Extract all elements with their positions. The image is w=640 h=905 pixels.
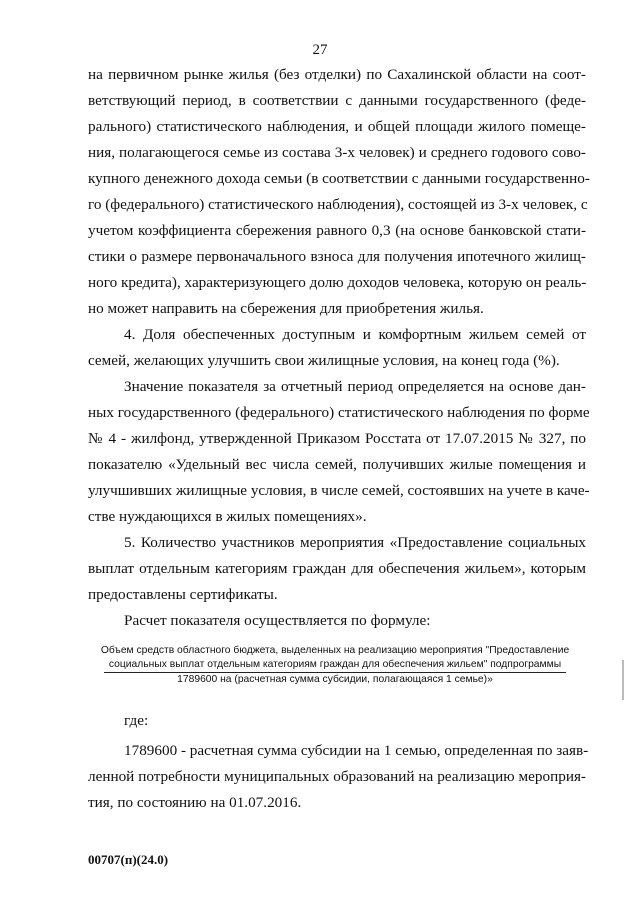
text-line: го (федерального) статистического наблюдения), состоящей из 3-х человек, с (88, 196, 588, 213)
text-line: ного кредита), характеризующего долю доходов человека, которую он реаль- (88, 274, 587, 291)
text-line: ния, полагающегося семье из состава 3-х человек) и среднего годового сово- (88, 144, 586, 161)
text-line: выплат отдельным категориям граждан для обеспечения жильем», которым (88, 560, 586, 577)
formula (90, 644, 580, 687)
text-line: ветствующий период, в соответствии с данными государственного (феде- (88, 92, 586, 109)
formula-numerator-line: социальных выплат отдельным категориям граждан для обеспечения жильем" подпрограммы (108, 659, 562, 670)
text-line: предоставлены сертификаты. (88, 586, 278, 603)
text-line: 5. Количество участников мероприятия «Предоставление социальных (124, 534, 586, 551)
text-line: показателю «Удельный вес числа семей, получивших жилые помещения и (88, 456, 586, 473)
text-line: 1789600 - расчетная сумма субсидии на 1 семью, определенная по заяв- (124, 742, 589, 759)
text-line: учетом коэффициента сбережения равного 0,3 (на основе банковской стати- (88, 222, 586, 239)
text-line: Значение показателя за отчетный период определяется на основе дан- (124, 378, 586, 395)
page-number: 27 (312, 42, 328, 58)
document-code: 00707(п)(24.0) (88, 852, 169, 867)
text-line: на первичном рынке жилья (без отделки) по Сахалинской области на соот- (88, 66, 586, 83)
text-line: ленной потребности муниципальных образований на реализацию мероприя- (88, 768, 586, 785)
formula-numerator-line: Объем средств областного бюджета, выделенных на реализацию мероприятия "Предоставление (100, 645, 570, 656)
formula-denominator: 1789600 на (расчетная сумма субсидии, полагающаяся 1 семье)» (177, 674, 493, 685)
text-line: улучшивших жилищные условия, в числе семей, состоявших на учете в каче- (88, 482, 590, 499)
text-line: тия, по состоянию на 01.07.2016. (88, 794, 302, 811)
text-line: рального) статистического наблюдения, и общей площади жилого помеще- (88, 118, 586, 135)
text-line: Расчет показателя осуществляется по формуле: (124, 612, 431, 629)
text-line: стве нуждающихся в жилых помещениях». (88, 508, 367, 525)
scan-artifact (622, 660, 624, 700)
text-line: стики о размере первоначального взноса для получения ипотечного жилищ- (88, 248, 586, 265)
text-line: ных государственного (федерального) статистического наблюдения по форме (88, 404, 590, 421)
text-line: но может направить на сбережения для приобретения жилья. (88, 300, 484, 317)
text-line: купного денежного дохода семьи (в соответствии с данными государственно- (88, 170, 590, 187)
text-line: где: (124, 712, 149, 729)
text-line: 4. Доля обеспеченных доступным и комфортным жильем семей от (124, 326, 586, 343)
text-line: семей, желающих улучшить свои жилищные условия, на конец года (%). (88, 352, 560, 369)
text-line: № 4 - жилфонд, утвержденной Приказом Росстата от 17.07.2015 № 327, по (88, 430, 586, 447)
